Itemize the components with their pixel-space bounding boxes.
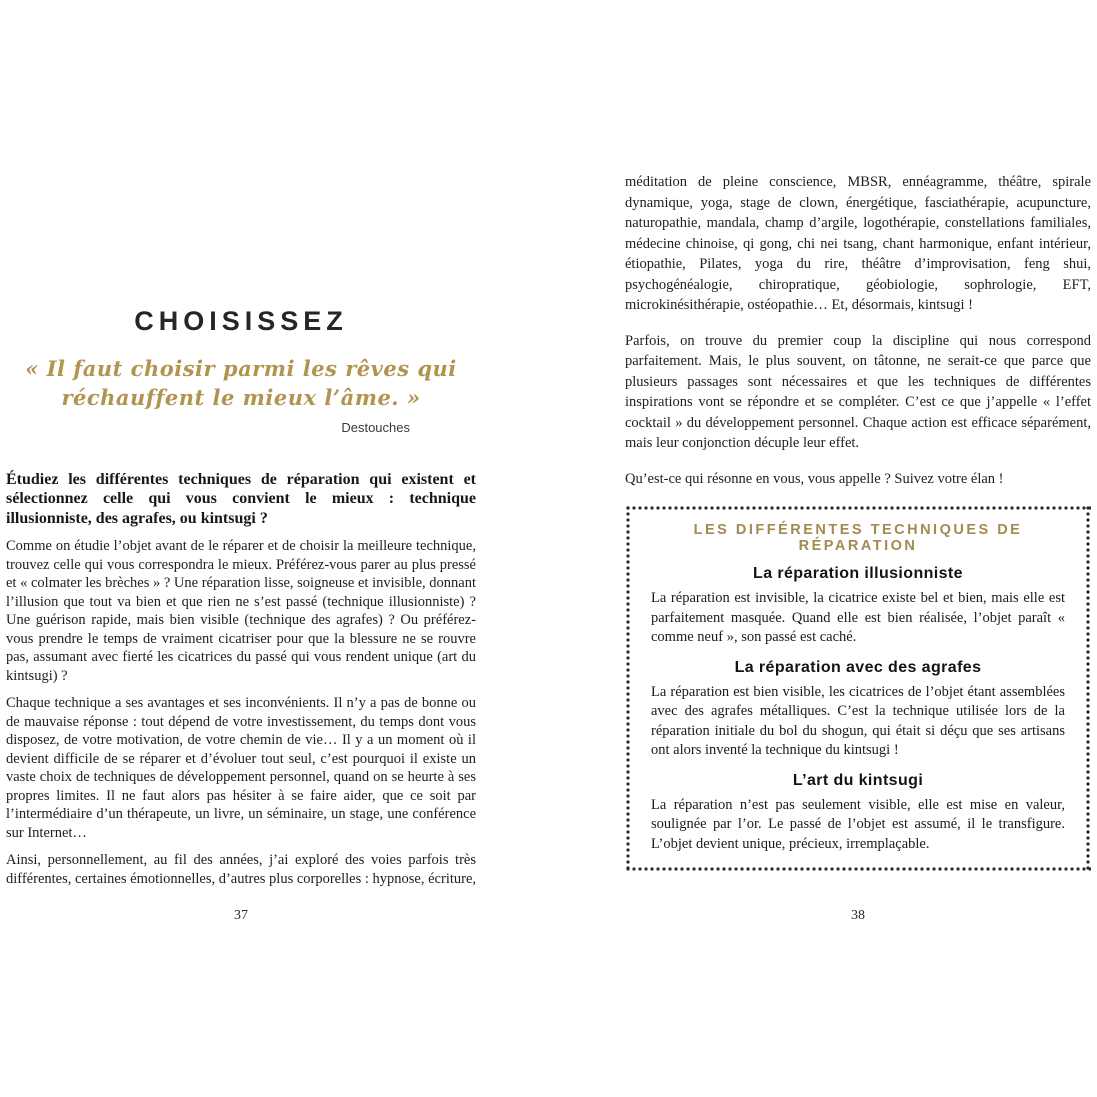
quote-attribution: Destouches [341,419,410,435]
techniques-box-title: LES DIFFÉRENTES TECHNIQUES DE RÉPARATION [693,522,1023,554]
page-right [625,172,1091,872]
technique-section [651,772,1065,855]
technique-section [651,565,1065,648]
body-paragraph: Comme on étudie l’objet avant de le réparer et de choisir la meilleure technique, trouvez celle qui vous correspondra le mieux. Préférez-vous parer au plus pressé et « colmater les brèches » ? Une réparation lisse, soigneuse et invisible, donnant l’illusion que tout va bien et que rien ne s’est passé (technique illusionniste) ? Une guérison rapide, mais bien visible (technique des agrafes) ? Ou préférez-vous prendre le temps de vraiment cicatriser pour que la blessure ne se rouvre pas, assumant avec fierté les cicatrices du passé qui vous rendent unique (art du kintsugi) ? [6,538,476,684]
quote-line-2: réchauffent le mieux l’âme. » [61,385,421,411]
body-paragraph: Qu’est-ce qui résonne en vous, vous appelle ? Suivez votre élan ! [625,470,1004,487]
page-number-left: 37 [234,908,248,923]
chapter-title: CHOISISSEZ [134,306,348,336]
technique-heading: La réparation avec des agrafes [734,658,982,676]
page-number-right: 38 [851,908,865,923]
technique-text: La réparation n’est pas seulement visible, elle est mise en valeur, soulignée par l’or. Le passé de l’objet est assumé, il le transfigure. L’objet devient unique, précieux, irremplaçable. [651,796,1065,852]
technique-text: La réparation est bien visible, les cicatrices de l’objet étant assemblées avec des agrafes métalliques. C’est la technique utilisée lors de la réparation initiale du bol du shogun, qui était si déçu que ses artisans ont alors inventé la technique du kintsugi ! [651,683,1065,758]
quote-line-1: « Il faut choisir parmi les rêves qui [25,356,457,381]
body-paragraph: Ainsi, personnellement, au fil des années, j’ai exploré des voies parfois très différentes, certaines émotionnelles, d’autres plus corporelles : hypnose, écriture, [6,852,477,887]
technique-heading: L’art du kintsugi [792,771,924,789]
technique-section [651,659,1065,761]
technique-heading: La réparation illusionniste [753,565,963,582]
epigraph-quote [6,354,476,413]
body-paragraph: méditation de pleine conscience, MBSR, ennéagramme, théâtre, spirale dynamique, yoga, stage de clown, énergétique, fasciathérapie, acupuncture, naturopathie, mandala, champ d’argile, logothérapie, constellations familiales, médecine chinoise, qi gong, chi nei tsang, chant harmonique, enfant intérieur, étiopathie, Pilates, yoga du rire, théâtre d’improvisation, feng shui, psychogénéalogie, chiropratique, géobiologie, sophrologie, EFT, microkinésithérapie, ostéopathie… Et, désormais, kintsugi ! [625,174,1091,313]
body-paragraph: Chaque technique a ses avantages et ses inconvénients. Il n’y a pas de bonne ou de mauvaise réponse : tout dépend de votre investissement, du temps dont vous disposez, de votre motivation, de votre chemin de vie… Il y a un moment où il devient difficile de se réparer et d’évoluer tout seul, c’est pourquoi il existe un vaste choix de techniques de développement personnel, quand on se heurte à ses propres limites. Il ne faut alors pas hésiter à se faire aider, que ce soit par l’intermédiaire d’un thérapeute, un livre, un séminaire, un stage, une conférence sur Internet… [6,695,476,841]
page-left [6,306,476,888]
exercise-intro: Étudiez les différentes techniques de réparation qui existent et sélectionnez celle qui vous convient le mieux : technique illusionniste, des agrafes, ou kintsugi ? [6,470,476,527]
technique-text: La réparation est invisible, la cicatrice existe bel et bien, mais elle est parfaitement masquée. Quand elle est bien réalisée, l’objet paraît « comme neuf », son passé est caché. [651,590,1065,645]
body-paragraph: Parfois, on trouve du premier coup la discipline qui nous correspond parfaitement. Mais, le plus souvent, on tâtonne, ne serait-ce que parce que plusieurs passages sont nécessaires et que les techniques de différentes inspirations vont se répondre et se compléter. C’est ce que j’appelle « l’effet cocktail » du développement personnel. Chaque action est efficace séparément, mais leur conjonction décuple leur effet. [625,332,1091,451]
techniques-box [625,505,1091,872]
